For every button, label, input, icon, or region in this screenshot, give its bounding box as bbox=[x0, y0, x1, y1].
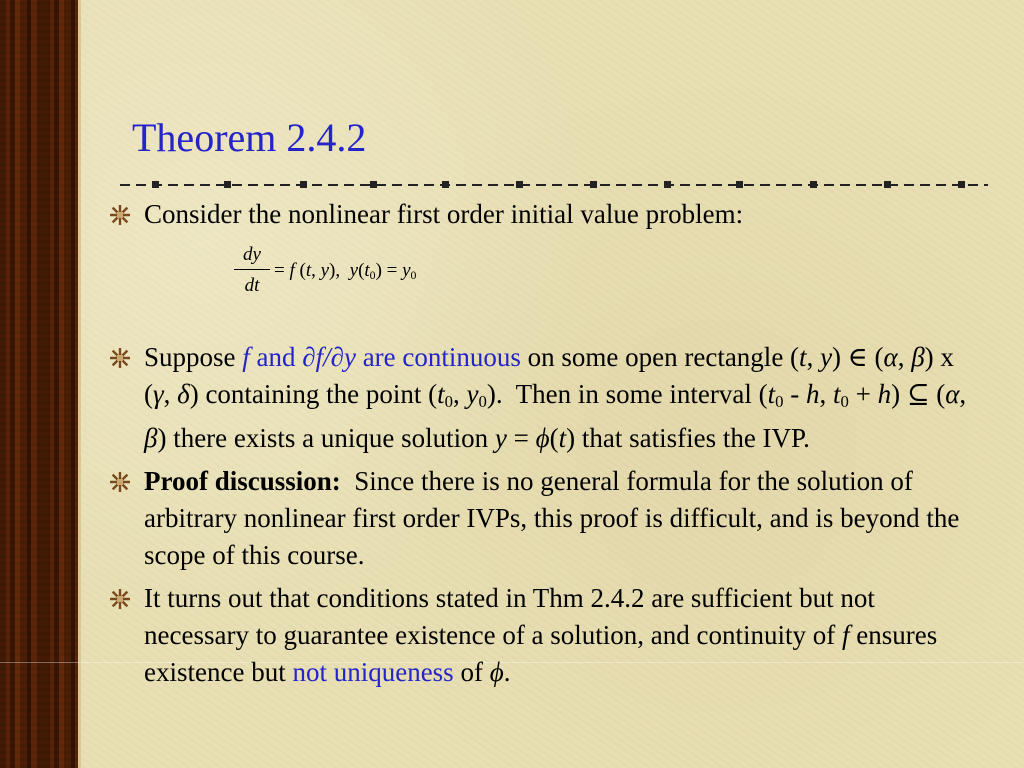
text-run: Suppose bbox=[144, 342, 243, 372]
bold-lead: Proof discussion: bbox=[144, 466, 341, 497]
text-run: ensures existence but bbox=[144, 620, 938, 688]
math-var: β bbox=[911, 342, 925, 372]
math-punct: ( bbox=[294, 260, 306, 281]
bullet-item bbox=[108, 580, 978, 691]
bullet-text: Consider the nonlinear first order initial value problem: bbox=[144, 199, 744, 229]
math-var: t bbox=[305, 260, 312, 281]
text-run: and bbox=[249, 342, 303, 372]
math-var: α bbox=[945, 379, 960, 409]
ivp-equation bbox=[108, 239, 978, 331]
title-divider bbox=[120, 184, 988, 186]
math-var: ϕ bbox=[489, 657, 504, 688]
text-run: ) there exists a unique solution bbox=[157, 423, 495, 454]
asterisk-star-icon bbox=[110, 589, 130, 609]
math-var: t bbox=[799, 342, 807, 372]
divider-dot bbox=[590, 181, 597, 188]
math-subscript: 0 bbox=[775, 392, 784, 412]
text-run: on some open rectangle ( bbox=[520, 342, 800, 372]
wood-sidebar bbox=[0, 0, 80, 768]
text-run: ). Then in some interval ( bbox=[486, 379, 768, 409]
text-run: ) containing the point ( bbox=[189, 379, 438, 409]
divider-dot bbox=[884, 181, 891, 188]
math-var: y bbox=[402, 260, 411, 281]
text-run: Since there is no general formula for the solution of arbitrary nonlinear first order IVPs, this proof is difficult, and is beyond the scope of this course. bbox=[144, 466, 967, 571]
text-run: ) ⊆ ( bbox=[891, 379, 946, 409]
bullet-item bbox=[108, 339, 978, 457]
math-subscript: 0 bbox=[840, 392, 849, 412]
math-subscript: 0 bbox=[444, 392, 454, 412]
math-var: y bbox=[494, 423, 507, 454]
text-run: , bbox=[806, 342, 821, 372]
math-var: t bbox=[558, 423, 567, 454]
math-var: t bbox=[767, 379, 776, 409]
divider-dot bbox=[152, 181, 159, 188]
text-run: , bbox=[897, 342, 912, 372]
math-punct: , bbox=[311, 260, 321, 281]
math-var: h bbox=[805, 379, 820, 409]
text-run: It turns out that conditions stated in Thm 2.4.2 are sufficient but not necessary to guarantee existence of a solution, and continuity of bbox=[144, 583, 875, 651]
derivative-fraction bbox=[234, 241, 270, 298]
fraction-numerator: dy bbox=[234, 241, 270, 270]
math-subscript: 0 bbox=[478, 392, 487, 412]
math-var: y bbox=[466, 379, 479, 409]
math-var: h bbox=[877, 379, 892, 409]
math-var: f bbox=[242, 342, 250, 372]
text-run: , bbox=[453, 379, 467, 409]
math-punct: ) = bbox=[375, 260, 403, 281]
math-var: ϕ bbox=[535, 423, 550, 454]
text-run: = bbox=[506, 423, 536, 454]
divider-dot bbox=[442, 181, 449, 188]
text-run: ( bbox=[549, 423, 559, 454]
divider-dot bbox=[958, 181, 965, 188]
math-var: t bbox=[437, 379, 445, 409]
math-var: α bbox=[883, 342, 898, 372]
divider-dot bbox=[664, 181, 671, 188]
math-var: β bbox=[144, 423, 158, 454]
text-run: - bbox=[783, 379, 806, 409]
divider-dot bbox=[300, 181, 307, 188]
bullet-item bbox=[108, 463, 978, 574]
bullet-text bbox=[144, 342, 966, 453]
divider-dot bbox=[516, 181, 523, 188]
math-var: t bbox=[832, 379, 841, 409]
text-run: + bbox=[848, 379, 878, 409]
asterisk-star-icon bbox=[110, 472, 130, 492]
math-subscript: 0 bbox=[410, 268, 417, 282]
text-run: , bbox=[163, 379, 178, 409]
text-run: , bbox=[819, 379, 833, 409]
text-run: of bbox=[453, 657, 490, 688]
text-run: are continuous bbox=[355, 342, 521, 372]
math-var: y bbox=[349, 260, 359, 281]
math-var: f bbox=[842, 620, 850, 651]
divider-dot bbox=[370, 181, 377, 188]
divider-dot bbox=[224, 181, 231, 188]
math-punct: ), bbox=[329, 260, 350, 281]
math-expr: ∂f/∂y bbox=[302, 342, 356, 372]
highlight-continuous bbox=[242, 342, 521, 372]
math-subscript: 0 bbox=[369, 268, 376, 282]
bullet-list bbox=[108, 196, 978, 697]
asterisk-star-icon bbox=[110, 205, 130, 225]
highlight-not-uniqueness: not uniqueness bbox=[292, 657, 454, 688]
equation-rhs bbox=[274, 257, 416, 290]
text-run: ) ∈ ( bbox=[832, 342, 884, 372]
math-var: y bbox=[820, 342, 833, 372]
asterisk-star-icon bbox=[110, 348, 130, 368]
math-var: f bbox=[289, 260, 295, 281]
divider-dot bbox=[736, 181, 743, 188]
math-punct: ( bbox=[358, 260, 365, 281]
text-run: ) x ( bbox=[144, 342, 954, 409]
slide-title: Theorem 2.4.2 bbox=[132, 115, 367, 160]
bullet-item bbox=[108, 196, 978, 233]
equals-sign: = bbox=[274, 260, 285, 281]
text-run: ) that satisfies the IVP. bbox=[566, 423, 810, 454]
math-var: t bbox=[364, 260, 370, 281]
text-run: , bbox=[959, 379, 967, 409]
sidebar-edge bbox=[78, 0, 81, 768]
math-var: γ bbox=[153, 379, 164, 409]
bullet-text bbox=[144, 583, 937, 687]
math-var: δ bbox=[177, 379, 190, 409]
fraction-denominator: dt bbox=[244, 275, 260, 296]
divider-dot bbox=[810, 181, 817, 188]
math-var: y bbox=[320, 260, 330, 281]
bullet-text bbox=[144, 466, 966, 570]
text-run: . bbox=[503, 657, 511, 688]
